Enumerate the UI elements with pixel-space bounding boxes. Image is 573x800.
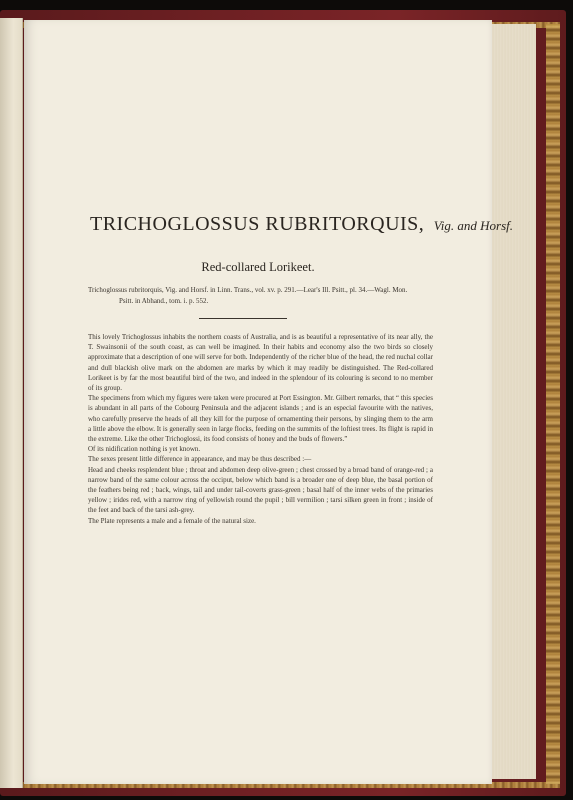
common-name: Red-collared Lorikeet. [201,260,315,274]
body-text [88,332,433,526]
gold-border-right [546,24,560,784]
synonymy [88,285,438,306]
paragraph: The sexes present little difference in appearance, and may be thus described :— [88,455,312,464]
species-authors: Vig. and Horsf. [433,218,514,233]
divider-rule [199,318,287,319]
paragraph: Of its nidification nothing is yet known. [88,445,201,454]
synonymy-line-1: Trichoglossus rubritorquis, Vig. and Horsf. in Linn. Trans., vol. xv. p. 291.—Lear's Ill. Psitt., pl. 34.—Wagl. Mon. [88,286,408,294]
synonymy-line-2: Psitt. in Abhand., tom. i. p. 552. [119,296,209,305]
paragraph: Head and cheeks resplendent blue ; throat and abdomen deep olive-green ; chest crossed by a broad band of orange-red ; a narrow band of the same colour across the occiput, below which band is a broader one of deep blue, the basal portion of the feathers being red ; back, wings, tail and under tail-coverts grass-green ; basal half of the inner webs of the primaries yellow ; irides red, with a narrow ring of yellowish round the pupil ; bill vermilion ; tarsi silken green in front ; inside of the feet and back of the tarsi ash-grey. [88,465,433,515]
species-name: TRICHOGLOSSUS RUBRITORQUIS, [90,213,425,235]
page-stack-edge [490,24,536,779]
page-title [90,213,514,236]
paragraph: This lovely Trichoglossus inhabits the northern coasts of Australia, and is as beautiful a representative of its near ally, the T. Swainsonii of the south coast, as can well be imagined. In their habits and economy also the two birds so closely approximate that a description of one will serve for both. Independently of the richer blue of the head, the red nuchal collar and dull blackish olive mark on the abdomen are marks by which it may readily be distinguished. The Red-collared Lorikeet is by far the most beautiful bird of the two, and indeed in the splendour of its colouring is second to no member of its group. [88,333,433,393]
left-page-edge [0,18,23,788]
paragraph: The Plate represents a male and a female of the natural size. [88,516,256,525]
book-page [24,20,514,784]
paragraph: The specimens from which my figures were taken were procured at Port Essington. Mr. Gilbert remarks, that “ this species is abundant in all parts of the Cobourg Peninsula and the adjacent islands ; and is an especial favourite with the natives, who carefully preserve the heads of all they kill for the purpose of ornamenting their persons, by slinging them to the arm a little above the elbow. It is generally seen in large flocks, feeding on the summits of the loftiest trees. Its flight is rapid in the extreme. Like the other Trichoglossi, its food consists of honey and the buds of flowers.” [88,394,433,444]
